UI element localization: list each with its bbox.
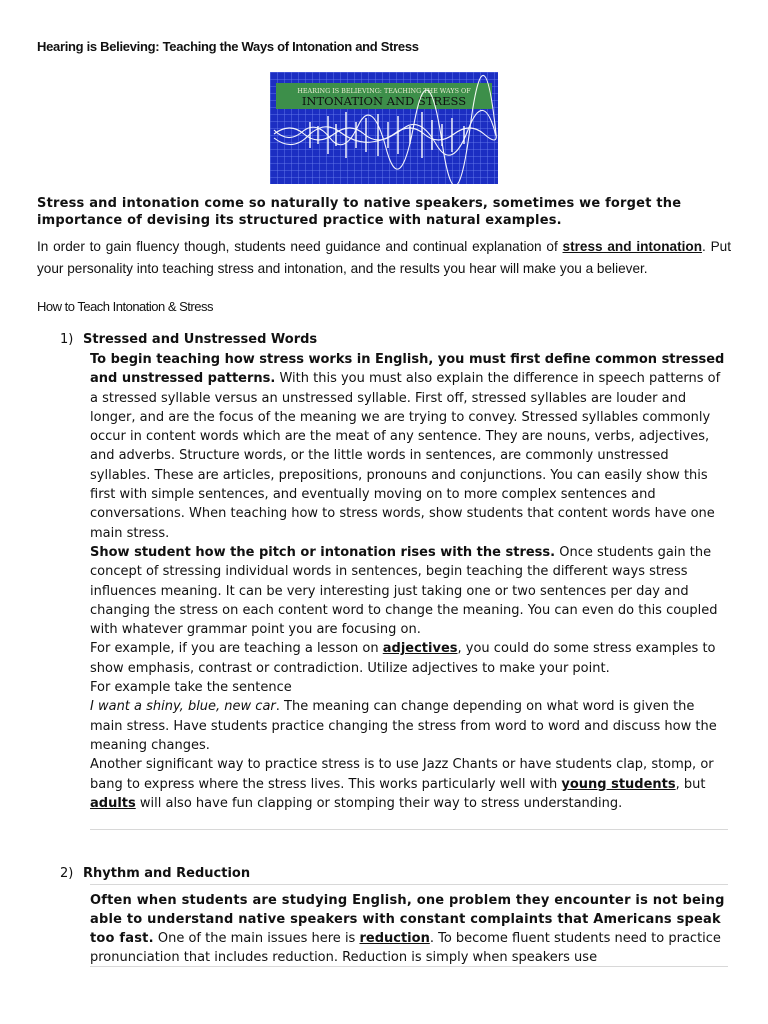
section-2-paragraph-1: Often when students are studying English, one problem they encounter is not being able to understand native speakers with constant complaints that Americans speak too fast. One of the main issues here is reduction. To become fluent students need to practice pronunciation that includes reduction. Reduction is simply when speakers use — [90, 893, 725, 965]
section-1-paragraph-3: For example, if you are teaching a lesson on adjectives, you could do some stress examples to show emphasis, contrast or contradiction. Utilize adjectives to make your point. — [90, 641, 716, 676]
section-2-top-divider — [90, 884, 728, 885]
intro-paragraph: In order to gain fluency though, students need guidance and continual explanation of stress and intonation. Put your personality into teaching stress and intonation, and the results you hear will make you a believer. — [37, 239, 731, 276]
section-1-body — [90, 350, 726, 813]
link-adjectives[interactable]: adjectives — [382, 641, 458, 657]
section-1-heading: 1) Stressed and Unstressed Words — [60, 332, 318, 347]
link-stress-and-intonation[interactable]: stress and intonation — [562, 239, 703, 254]
banner-line1: HEARING IS BELIEVING: TEACHING THE WAYS OF — [297, 87, 471, 95]
section-1-paragraph-2: Show student how the pitch or intonation rises with the stress. Once students gain the concept of stressing individual words in sentences, begin teaching the different ways stress influences meaning. It can be very interesting just taking one or two sentences per day and changing the stress on each content word to change the meaning. You can even do this coupled with whatever grammar point you are focusing on. — [90, 544, 718, 638]
banner-line2: INTONATION AND STRESS — [301, 94, 467, 108]
page-title: Hearing is Believing: Teaching the Ways of Intonation and Stress — [37, 39, 419, 54]
subheading: How to Teach Intonation & Stress — [37, 299, 213, 314]
section-1-paragraph-5: I want a shiny, blue, new car. The meaning can change depending on what word is given the main stress. Have students practice changing the stress from word to word and discuss how the meaning changes. — [90, 699, 717, 753]
banner-image — [270, 72, 498, 184]
lead-paragraph: Stress and intonation come so naturally to native speakers, sometimes we forget the importance of devising its structured practice with natural examples. — [37, 196, 682, 228]
section-1-paragraph-4: For example take the sentence — [90, 680, 292, 696]
section-2-heading: 2) Rhythm and Reduction — [60, 866, 251, 881]
section-1-paragraph-1: To begin teaching how stress works in English, you must first define common stressed and unstressed patterns. With this you must also explain the difference in speech patterns of a stressed syllable versus an unstressed syllable. First off, stressed syllables are louder and longer, and are the focus of the meaning we are trying to convey. Stressed syllables commonly occur in content words which are the meat of any sentence. They are nouns, verbs, adjectives, and adverbs. Structure words, or the little words in sentences, are commonly unstressed syllables. These are articles, prepositions, pronouns and conjunctions. You can easily show this first with simple sentences, and eventually moving on to more complex sentences and conversations. When teaching how to stress words, show students that content words have one main stress. — [90, 352, 725, 541]
link-young-students[interactable]: young students — [561, 776, 676, 792]
link-adults[interactable]: adults — [90, 795, 136, 811]
section-1-paragraph-6: Another significant way to practice stress is to use Jazz Chants or have students clap, stomp, or bang to express where the stress lives. This works particularly well with young students, but adults will also have fun clapping or stomping their way to stress understanding. — [90, 757, 714, 811]
section-2-body — [90, 891, 726, 967]
section-2-divider — [90, 966, 728, 967]
link-reduction[interactable]: reduction — [359, 931, 430, 946]
banner-graphic — [270, 72, 498, 184]
section-1-divider — [90, 829, 728, 830]
